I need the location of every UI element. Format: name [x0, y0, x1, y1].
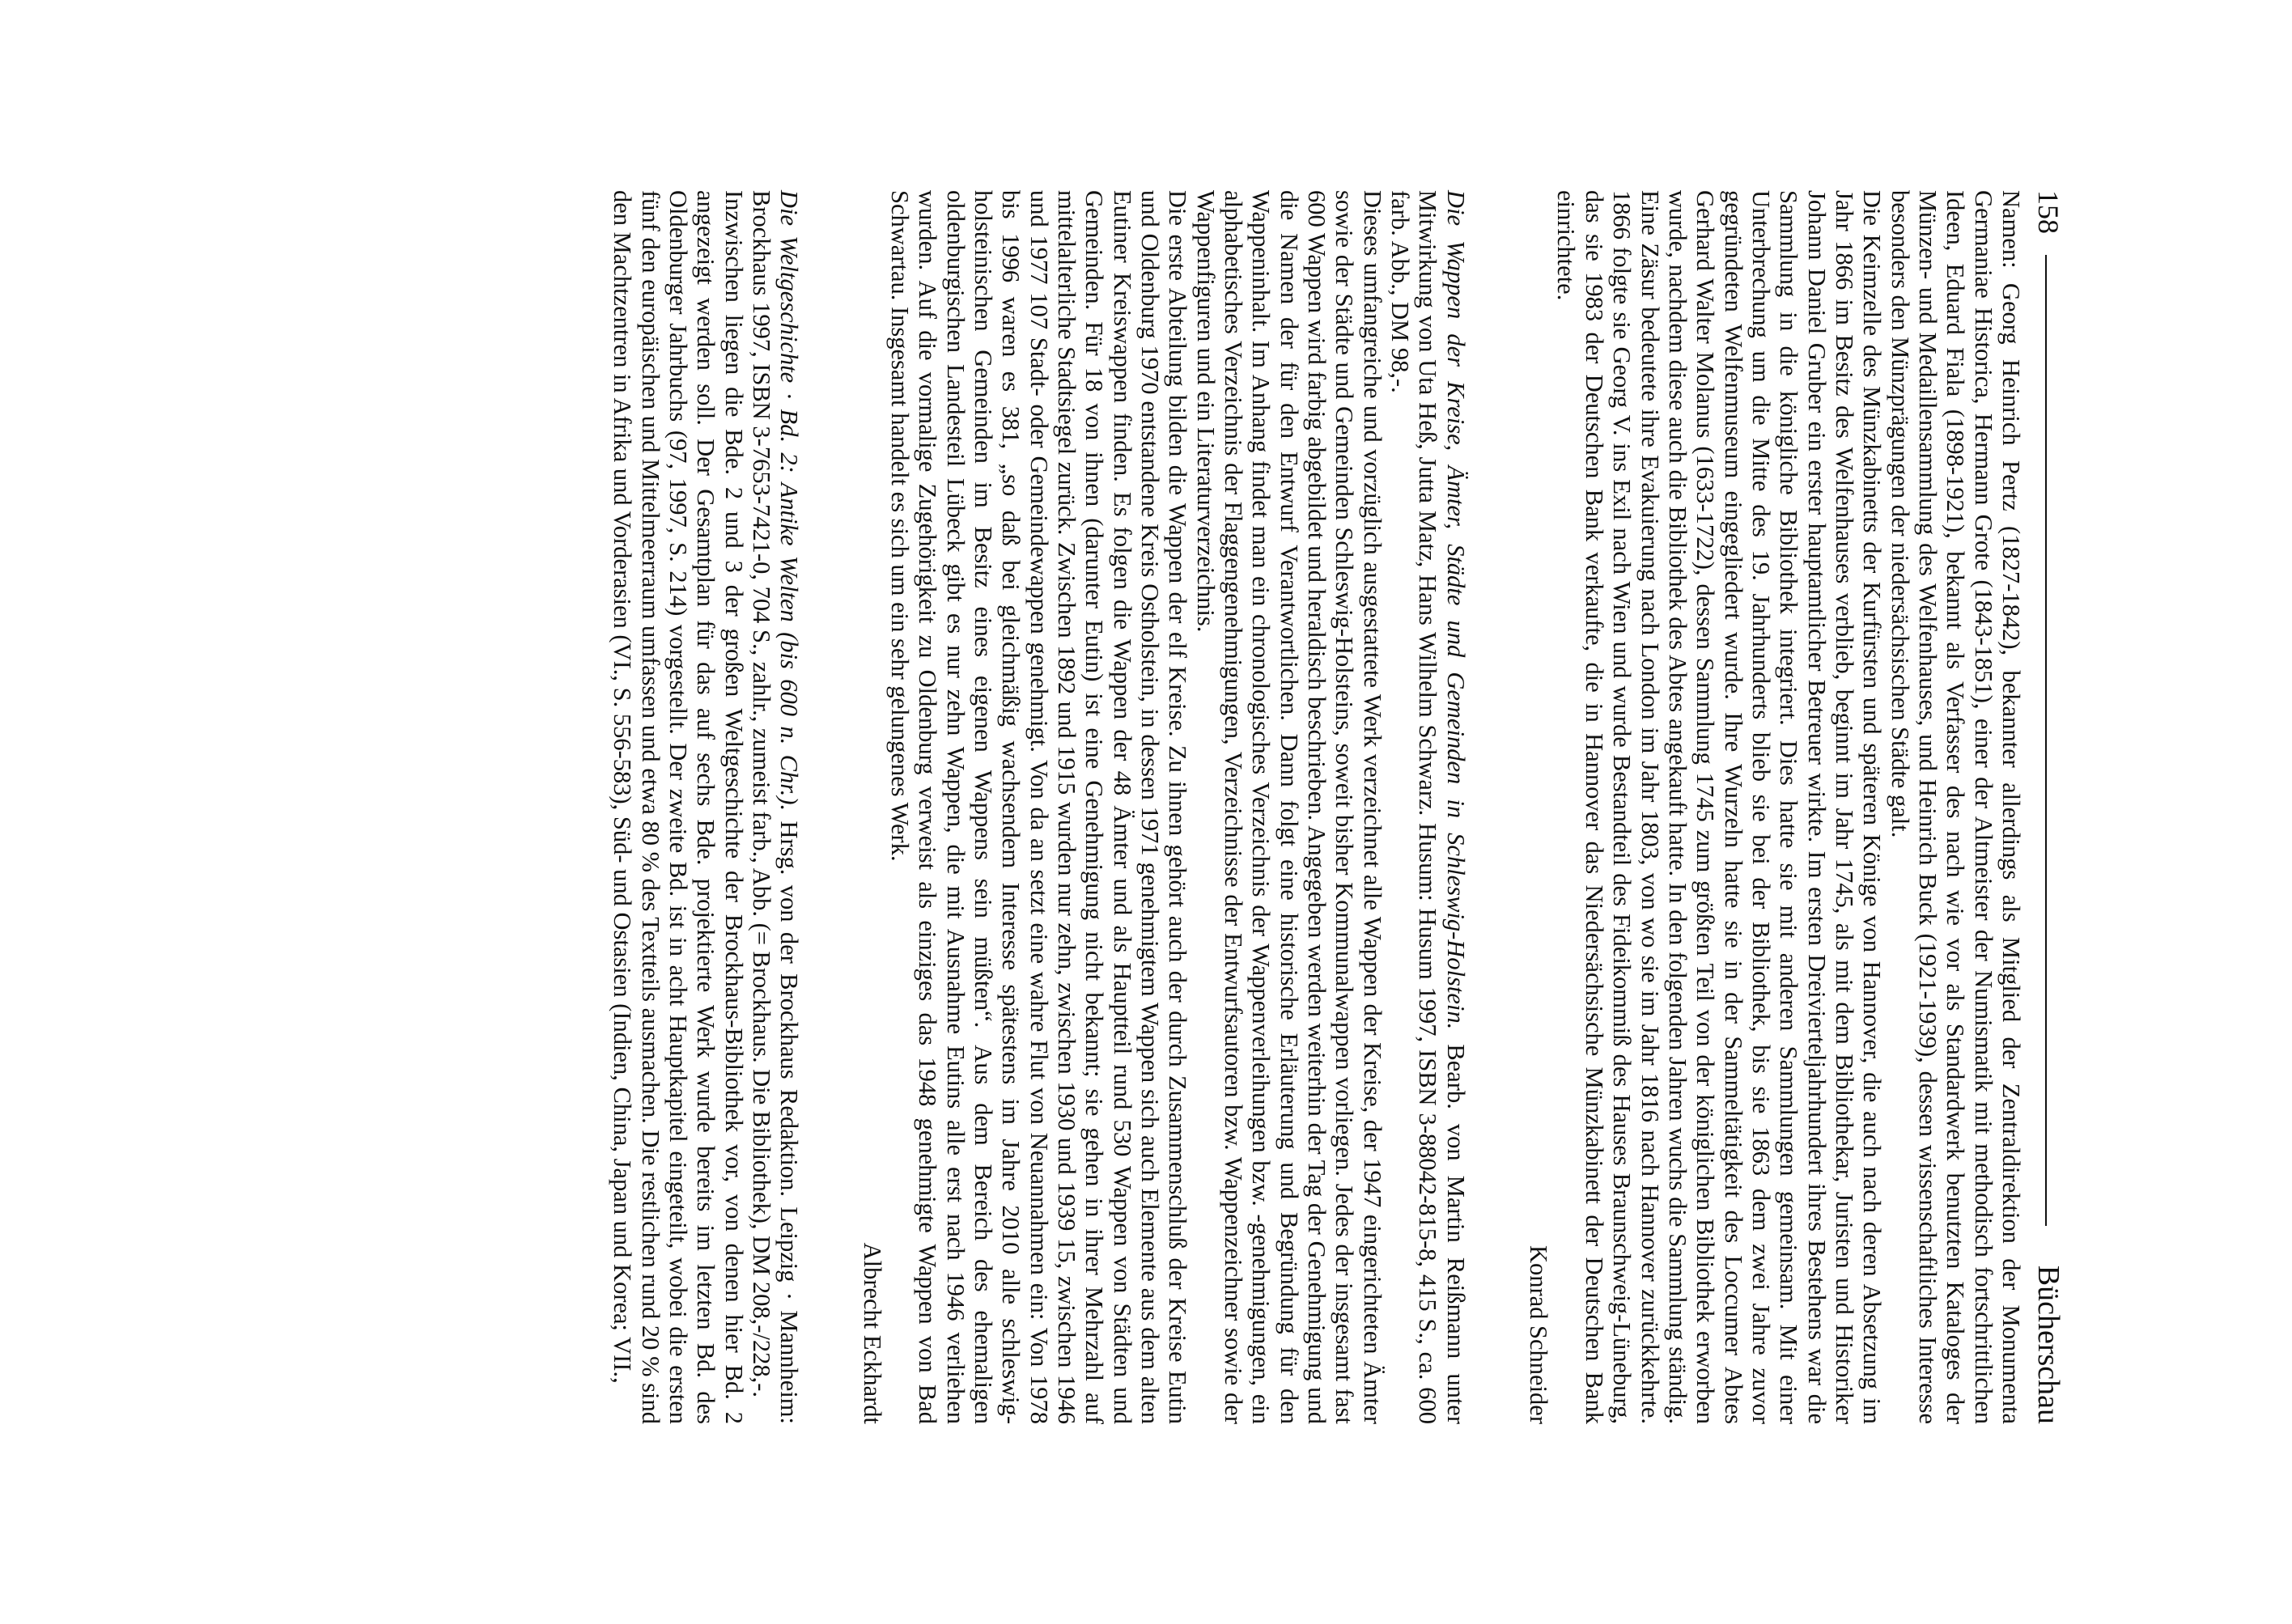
page-header	[2023, 190, 2073, 1424]
book-bibliographic-details: Bearb. von Martin Reißmann unter Mitwirkung von Uta Heß, Jutta Matz, Hans Wilhelm Schwarz. Husum: Husum 1997, ISBN 3-88042-815-8, 415 S., ca. 600 farb. Abb., DM 98,-.	[1386, 190, 1470, 1424]
review-citation	[1386, 190, 1470, 1424]
review-column	[609, 190, 2025, 1424]
review-citation	[748, 190, 804, 1424]
review-separator	[1470, 190, 1525, 1424]
review-coin-cabinet-paragraph: Die Keimzelle des Münzkabinetts der Kurfürsten und späteren Könige von Hannover, die auch nach deren Absetzung im Jahr 1866 im Besitz des Welfenhauses verblieb, beginnt im Jahr 1745, als mit dem Bibliothekar, Juristen und Historiker Johann Daniel Gruber ein erster hauptamtlicher Betreuer wirkte. Im ersten Dreivierteljahrhundert ihres Bestehens war die Sammlung in die königliche Bibliothek integriert. Dies hatte sie mit anderen Sammlungen gemeinsam. Mit einer Unterbrechung um die Mitte des 19. Jahrhunderts blieb sie bei der Bibliothek, bis sie 1863 dem zwei Jahre zuvor gegründeten Welfenmuseum eingegliedert wurde. Ihre Wurzeln hatte sie in der Sammeltätigkeit des Loccumer Abtes Gerhard Walter Molanus (1633-1722), dessen Sammlung 1745 zum größten Teil von der königlichen Bibliothek erworben wurde, nachdem diese auch die Bibliothek des Abtes angekauft hatte. In den folgenden Jahren wuchs die Sammlung ständig. Eine Zäsur bedeutete ihre Evakuierung nach London im Jahr 1803, von wo sie im Jahr 1816 nach Hannover zurückkehrte. 1866 folgte sie Georg V. ins Exil nach Wien und wurde Bestandteil des Fideikommiß des Hauses Braunschweig-Lüneburg, das sie 1983 der Deutschen Bank verkaufte, die in Hannover das Niedersächsische Münzkabinett der Deutschen Bank einrichtete.	[1552, 190, 1887, 1424]
header-rule	[2045, 255, 2047, 1226]
review-coin-cabinet-paragraph: Namen: Georg Heinrich Pertz (1827-1842), bekannter allerdings als Mitglied der Zentraldirektion der Monumenta Germaniae Historica, Hermann Grote (1843-1851), einer der Altmeister der Numismatik mit methodisch fortschrittlichen Ideen, Eduard Fiala (1898-1921), bekannt als Verfasser des nach wie vor als Standardwerk benutzten Kataloges der Münzen- und Medaillensammlung des Welfenhauses, und Heinrich Buck (1921-1939), dessen wissenschaftliches Interesse besonders den Münzprägungen der niedersächsischen Städte galt.	[1886, 190, 2025, 1424]
book-bibliographic-details: Hrsg. von der Brockhaus Redaktion. Leipzig · Mannheim: Brockhaus 1997, ISBN 3-7653-7421-0, 704 S., zahlr., zumeist farb., Abb. (= Brockhaus. Die Bibliothek), DM 208,-/228,-.	[747, 190, 804, 1424]
book-title: Die Weltgeschichte · Bd. 2: Antike Welten (bis 600 n. Chr.).	[775, 190, 804, 812]
page-number: 158	[2032, 190, 2065, 234]
book-title: Die Wappen der Kreise, Ämter, Städte und Gemeinden in Schleswig-Holstein.	[1441, 190, 1470, 1030]
review-separator	[803, 190, 858, 1424]
review-paragraph: Inzwischen liegen die Bde. 2 und 3 der großen Weltgeschichte der Brockhaus-Bibliothek vor, von denen hier Bd. 2 angezeigt werden soll. Der Gesamtplan für das auf sechs Bde. projektierte Werk wurde bereits im letzten Bd. des Oldenburger Jahrbuchs (97, 1997, S. 214) vorgestellt. Der zweite Bd. ist in acht Hauptkapitel eingeteilt, wobei die ersten fünf den europäischen und Mittelmeerraum umfassen und etwa 80 % des Textteils ausmachen. Die restlichen rund 20 % sind den Machtzentren in Afrika und Vorderasien (VI., S. 556-583), Süd- und Ostasien (Indien, China, Japan und Korea; VII.,	[609, 190, 748, 1424]
review-paragraph: Die erste Abteilung bilden die Wappen der elf Kreise. Zu ihnen gehört auch der durch Zusammenschluß der Kreise Eutin und Oldenburg 1970 entstandene Kreis Ostholstein, in dessen 1971 genehmigtem Wappen sich auch Elemente aus dem alten Eutiner Kreiswappen finden. Es folgen die Wappen der 48 Ämter und als Hauptteil rund 530 Wappen von Städten und Gemeinden. Für 18 von ihnen (darunter Eutin) ist eine Genehmigung nicht bekannt; sie gehen in ihrer Mehrzahl auf mittelalterliche Stadtsiegel zurück. Zwischen 1892 und 1915 wurden nur zehn, zwischen 1930 und 1939 15, zwischen 1946 und 1977 107 Stadt- oder Gemeindewappen genehmigt. Von da an setzt eine wahre Flut von Neuannahmen ein: Von 1978 bis 1996 waren es 381, „so daß bei gleichmäßig wachsendem Interesse spätestens im Jahre 2010 alle schleswig-holsteinischen Gemeinden im Besitz eines eigenen Wappens sein müßten“. Aus dem Bereich des ehemaligen oldenburgischen Landesteil Lübeck gibt es nur zehn Wappen, die mit Ausnahme Eutins alle erst nach 1946 verliehen wurden. Auf die vormalige Zugehörigkeit zu Oldenburg verweist als einziges das 1948 genehmigte Wappen von Bad Schwartau. Insgesamt handelt es sich um ein sehr gelungenes Werk.	[885, 190, 1192, 1424]
review-paragraph: Dieses umfangreiche und vorzüglich ausgestattete Werk verzeichnet alle Wappen der Kreise, der 1947 eingerichteten Ämter sowie der Städte und Gemeinden Schleswig-Holsteins, soweit bisher Kommunalwappen vorliegen. Jedes der insgesamt fast 600 Wappen wird farbig abgebildet und heraldisch beschrieben. Angegeben werden weiterhin der Tag der Genehmigung und die Namen der für den Entwurf Verantwortlichen. Dann folgt eine historische Erläuterung und Begründung für den Wappeninhalt. Im Anhang findet man ein chronologisches Verzeichnis der Wappenverleihungen bzw. -genehmigungen, ein alphabetisches Verzeichnis der Flaggengenehmigungen, Verzeichnisse der Entwurfsautoren bzw. Wappenzeichner sowie der Wappenfiguren und ein Literaturverzeichnis.	[1191, 190, 1386, 1424]
review-author-signature: Albrecht Eckhardt	[858, 1242, 886, 1424]
review-author-signature: Konrad Schneider	[1525, 1245, 1553, 1424]
section-title: Bücherschau	[2031, 1265, 2065, 1424]
